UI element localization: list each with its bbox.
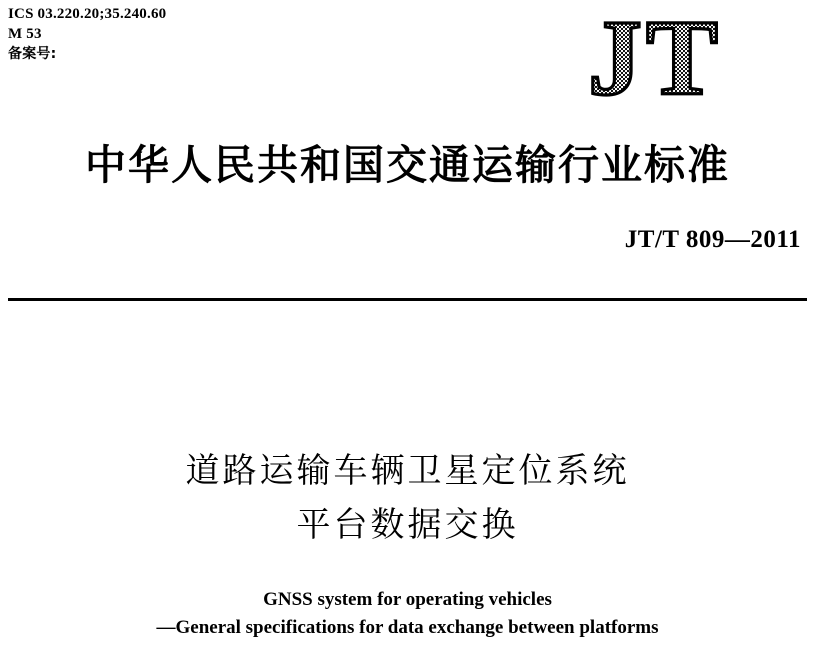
- document-title-english-line1: GNSS system for operating vehicles: [263, 589, 552, 610]
- ics-code: ICS 03.220.20;35.240.60: [8, 6, 167, 22]
- document-title-chinese: [0, 444, 815, 553]
- svg-text:JT: JT: [587, 2, 723, 112]
- ics-block: [8, 4, 166, 63]
- document-title-english-line2: —General specifications for data exchange between platforms: [156, 616, 659, 638]
- record-number-label: 备案号:: [8, 45, 57, 62]
- jt-logo: [535, 2, 775, 112]
- standard-number: JT/T 809—2011: [624, 226, 801, 253]
- horizontal-divider: [8, 298, 807, 301]
- document-title-chinese-line2: 平台数据交换: [296, 505, 519, 546]
- document-title-chinese-line1: 道路运输车辆卫星定位系统: [185, 451, 630, 491]
- classification-code: M 53: [8, 26, 42, 43]
- document-title-english: [0, 586, 815, 641]
- issuer-title: 中华人民共和国交通运输行业标准: [85, 141, 730, 189]
